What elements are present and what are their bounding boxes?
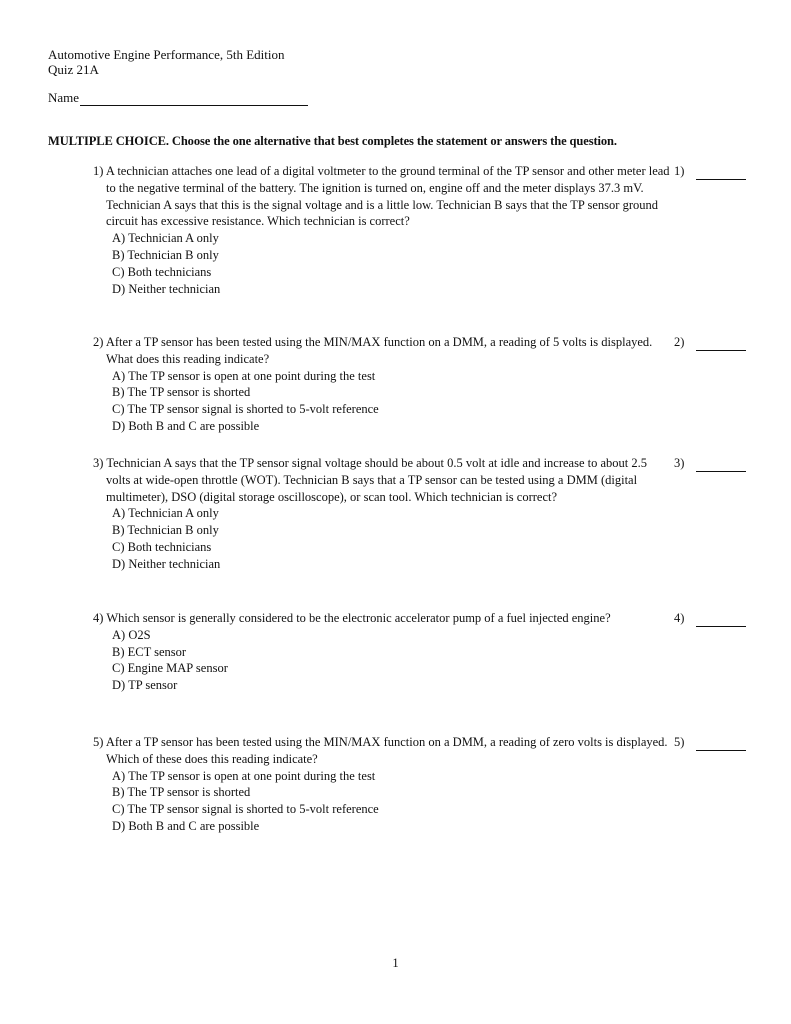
answer-options	[112, 368, 753, 435]
answer-label: 4)	[674, 611, 685, 625]
name-blank-line[interactable]	[80, 93, 308, 106]
answer-label: 1)	[674, 164, 685, 178]
option-d[interactable]: D) Both B and C are possible	[112, 418, 260, 433]
answer-slot	[674, 734, 746, 751]
option-a[interactable]: A) Technician A only	[112, 231, 219, 246]
answer-blank-line[interactable]	[696, 338, 746, 351]
question-text: Which sensor is generally considered to be the electronic accelerator pump of a fuel injected engine?	[106, 611, 611, 625]
question-1	[93, 163, 753, 297]
question-number: 4)	[93, 611, 104, 625]
question-text: A technician attaches one lead of a digital voltmeter to the ground terminal of the TP sensor and other meter lead to the negative terminal of the battery. The ignition is turned on, engine off and the meter displays 37.3 mV. Technician A says that this is the signal voltage and is a little low. Technician B says that the TP sensor ground circuit has excessive resistance. Which technician is correct?	[105, 164, 670, 229]
question-number: 2)	[93, 335, 104, 349]
option-c[interactable]: C) The TP sensor signal is shorted to 5-volt reference	[112, 402, 379, 417]
answer-label: 2)	[674, 335, 685, 349]
answer-slot	[674, 334, 746, 351]
answer-slot	[674, 610, 746, 627]
question-5	[93, 734, 753, 835]
option-b[interactable]: B) The TP sensor is shorted	[112, 385, 251, 400]
option-d[interactable]: D) TP sensor	[112, 678, 178, 693]
answer-options	[112, 627, 753, 694]
question-stem	[93, 163, 674, 230]
option-b[interactable]: B) The TP sensor is shorted	[112, 785, 251, 800]
answer-options	[112, 768, 753, 835]
question-stem	[93, 334, 674, 368]
option-c[interactable]: C) Engine MAP sensor	[112, 661, 228, 676]
question-4	[93, 610, 753, 694]
option-b[interactable]: B) Technician B only	[112, 523, 219, 538]
question-stem	[93, 734, 674, 768]
question-3	[93, 455, 753, 573]
answer-label: 3)	[674, 456, 685, 470]
answer-label: 5)	[674, 735, 685, 749]
option-a[interactable]: A) O2S	[112, 627, 151, 642]
option-a[interactable]: A) Technician A only	[112, 506, 219, 521]
question-stem	[93, 455, 674, 505]
answer-blank-line[interactable]	[696, 614, 746, 627]
answer-slot	[674, 163, 746, 180]
option-b[interactable]: B) ECT sensor	[112, 644, 187, 659]
quiz-title: Quiz 21A	[48, 62, 99, 77]
name-field-row	[48, 90, 308, 106]
answer-blank-line[interactable]	[696, 459, 746, 472]
option-c[interactable]: C) The TP sensor signal is shorted to 5-volt reference	[112, 802, 379, 817]
option-a[interactable]: A) The TP sensor is open at one point during the test	[112, 768, 376, 783]
question-text: Technician A says that the TP sensor signal voltage should be about 0.5 volt at idle and increase to about 2.5 volts at wide-open throttle (WOT). Technician B says that a TP sensor can be tested using a DMM (digital multimeter), DSO (digital storage oscilloscope), or scan tool. Which technician is correct?	[106, 456, 648, 504]
question-number: 3)	[93, 456, 104, 470]
question-text: After a TP sensor has been tested using the MIN/MAX function on a DMM, a reading of 5 volts is displayed. What does this reading indicate?	[105, 335, 653, 366]
question-2	[93, 334, 753, 435]
answer-blank-line[interactable]	[696, 167, 746, 180]
answer-slot	[674, 455, 746, 472]
course-title: Automotive Engine Performance, 5th Edition	[48, 47, 285, 62]
option-c[interactable]: C) Both technicians	[112, 539, 212, 554]
option-b[interactable]: B) Technician B only	[112, 247, 219, 262]
answer-options	[112, 230, 753, 297]
option-d[interactable]: D) Both B and C are possible	[112, 818, 260, 833]
question-stem	[93, 610, 674, 627]
section-instructions: MULTIPLE CHOICE. Choose the one alternative that best completes the statement or answers the question.	[48, 134, 617, 148]
answer-options	[112, 505, 753, 572]
question-number: 1)	[93, 164, 104, 178]
question-text: After a TP sensor has been tested using the MIN/MAX function on a DMM, a reading of zero volts is displayed. Which of these does this reading indicate?	[105, 735, 668, 766]
page-number: 1	[392, 956, 399, 970]
option-d[interactable]: D) Neither technician	[112, 281, 221, 296]
document-header	[48, 47, 284, 77]
answer-blank-line[interactable]	[696, 738, 746, 751]
question-number: 5)	[93, 735, 104, 749]
option-a[interactable]: A) The TP sensor is open at one point during the test	[112, 368, 376, 383]
option-c[interactable]: C) Both technicians	[112, 264, 212, 279]
option-d[interactable]: D) Neither technician	[112, 556, 221, 571]
name-label: Name	[48, 90, 80, 105]
